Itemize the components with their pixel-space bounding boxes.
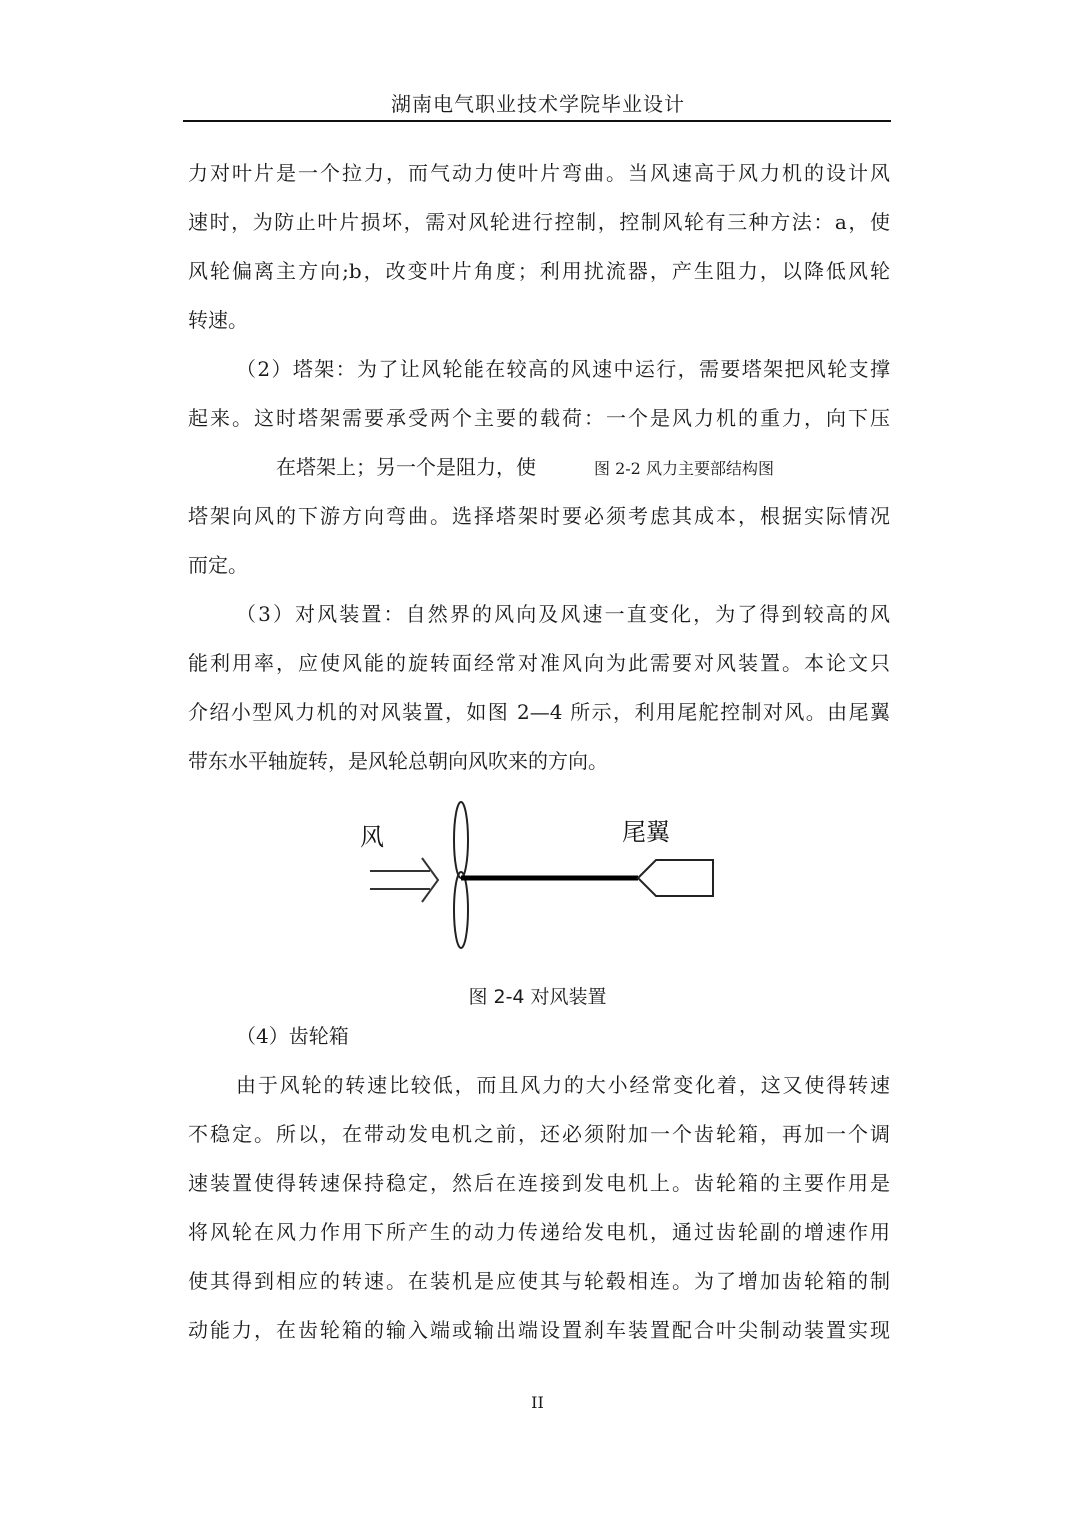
text-line: 能利用率，应使风能的旋转面经常对准风向为此需要对风装置。本论文只 bbox=[188, 651, 890, 675]
lower-blade bbox=[454, 872, 468, 948]
text-line: 起来。这时塔架需要承受两个主要的载荷：一个是风力机的重力，向下压 bbox=[188, 406, 890, 430]
text-line: 转速。 bbox=[188, 308, 248, 332]
wind-label: 风 bbox=[360, 823, 384, 851]
text-line: 介绍小型风力机的对风装置，如图 2—4 所示，利用尾舵控制对风。由尾翼 bbox=[188, 700, 890, 724]
text-line: 将风轮在风力作用下所产生的动力传递给发电机，通过齿轮副的增速作用 bbox=[188, 1220, 890, 1244]
text-line: 塔架向风的下游方向弯曲。选择塔架时要必须考虑其成本，根据实际情况 bbox=[188, 504, 890, 528]
page-header: 湖南电气职业技术学院毕业设计 bbox=[391, 92, 685, 116]
upper-blade bbox=[454, 802, 468, 878]
figure-caption: 图 2-4 对风装置 bbox=[468, 986, 607, 1008]
text-line: 在塔架上；另一个是阻力，使 bbox=[276, 455, 536, 479]
text-line: 力对叶片是一个拉力，而气动力使叶片弯曲。当风速高于风力机的设计风 bbox=[188, 161, 890, 185]
text-line: 而定。 bbox=[188, 553, 248, 577]
text-line: 不稳定。所以，在带动发电机之前，还必须附加一个齿轮箱，再加一个调 bbox=[188, 1122, 890, 1146]
text-line: 风轮偏离主方向;b，改变叶片角度；利用扰流器，产生阻力，以降低风轮 bbox=[188, 259, 890, 283]
section-heading: （4）齿轮箱 bbox=[236, 1024, 349, 1048]
header-rule bbox=[183, 120, 891, 122]
text-line: 带东水平轴旋转，是风轮总朝向风吹来的方向。 bbox=[188, 749, 608, 773]
yaw-device-figure bbox=[350, 800, 730, 960]
tail-vane bbox=[638, 860, 713, 896]
text-line: 由于风轮的转速比较低，而且风力的大小经常变化着，这又使得转速 bbox=[236, 1073, 890, 1097]
text-line: （2）塔架：为了让风轮能在较高的风速中运行，需要塔架把风轮支撑 bbox=[236, 357, 890, 381]
page-number: II bbox=[531, 1393, 544, 1412]
text-line: 速装置使得转速保持稳定，然后在连接到发电机上。齿轮箱的主要作用是 bbox=[188, 1171, 890, 1195]
text-line: 动能力，在齿轮箱的输入端或输出端设置刹车装置配合叶尖制动装置实现 bbox=[188, 1318, 890, 1342]
text-line: （3）对风装置：自然界的风向及风速一直变化，为了得到较高的风 bbox=[236, 602, 890, 626]
text-line: 使其得到相应的转速。在装机是应使其与轮毂相连。为了增加齿轮箱的制 bbox=[188, 1269, 890, 1293]
text-line: 速时，为防止叶片损坏，需对风轮进行控制，控制风轮有三种方法：a，使 bbox=[188, 210, 890, 234]
tail-label: 尾翼 bbox=[622, 818, 670, 846]
wind-arrow-icon bbox=[370, 858, 438, 902]
yaw-device-diagram bbox=[350, 800, 730, 960]
inline-figure-caption: 图 2-2 风力主要部结构图 bbox=[594, 459, 774, 478]
